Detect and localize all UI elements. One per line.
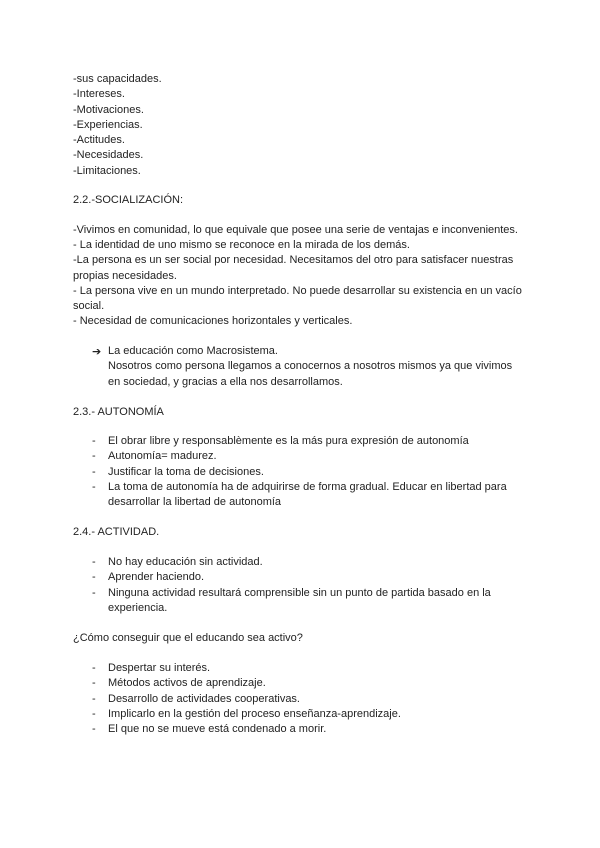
list-item: [92, 586, 532, 617]
list-item-text: desarrollar la libertad de autonomía: [108, 496, 282, 509]
paragraph-line: - La persona vive en un mundo interpretado. No puede desarrollar su existencia en un vacío: [73, 284, 522, 297]
intro-list-item: -Limitaciones.: [73, 164, 141, 177]
paragraph-line: -La persona es un ser social por necesidad. Necesitamos del otro para satisfacer nuestras: [73, 254, 514, 267]
arrow-bullet-line: en sociedad, y gracias a ella nos desarrollamos.: [108, 375, 343, 388]
list-item-text: Justificar la toma de decisiones.: [108, 465, 264, 478]
autonomia-list: [92, 434, 532, 510]
dash-bullet: -: [92, 571, 96, 584]
section-heading-socializacion: 2.2.-SOCIALIZACIÓN:: [73, 194, 184, 206]
dash-bullet: -: [92, 556, 96, 568]
list-item-text: La toma de autonomía ha de adquirirse de forma gradual. Educar en libertad para: [108, 480, 507, 493]
section-heading-autonomia: 2.3.- AUTONOMÍA: [73, 406, 164, 418]
list-item-text: Implicarlo en la gestión del proceso enseñanza-aprendizaje.: [108, 707, 401, 720]
intro-list-item: -Intereses.: [73, 88, 125, 101]
dash-bullet: -: [92, 692, 96, 705]
dash-bullet: -: [92, 723, 96, 736]
intro-list-item: -Motivaciones.: [73, 103, 144, 116]
list-item: [92, 480, 532, 511]
intro-list-item: -Experiencias.: [73, 118, 143, 131]
intro-list-item: -Necesidades.: [73, 149, 144, 162]
list-item-text: El que no se mueve está condenado a morir.: [108, 723, 327, 736]
list-item-text: Ninguna actividad resultará comprensible sin un punto de partida basado en la: [108, 586, 491, 599]
list-item: [92, 434, 532, 449]
intro-list-item: -sus capacidades.: [73, 73, 162, 85]
list-item-text: Despertar su interés.: [108, 662, 211, 674]
question-list: [92, 661, 532, 737]
list-item-text: Desarrollo de actividades cooperativas.: [108, 692, 300, 705]
list-item: [92, 570, 532, 585]
list-item: [92, 465, 532, 480]
list-item: [92, 449, 532, 464]
paragraph-line: propias necesidades.: [73, 269, 177, 282]
list-item: [92, 676, 532, 691]
list-item-text: experiencia.: [108, 601, 168, 614]
list-item-text: Métodos activos de aprendizaje.: [108, 677, 266, 690]
dash-bullet: -: [92, 435, 96, 447]
dash-bullet: -: [92, 677, 96, 690]
dash-bullet: -: [92, 707, 96, 720]
arrow-bullet-line: Nosotros como persona llegamos a conocernos a nosotros mismos ya que vivimos: [108, 360, 513, 373]
arrow-right-icon: ➔: [92, 345, 102, 358]
list-item: [92, 661, 532, 676]
socializacion-paragraph: [73, 223, 533, 329]
list-item-text: Autonomía= madurez.: [108, 450, 217, 463]
arrow-bullet-block: [92, 344, 532, 390]
question-text: ¿Cómo conseguir que el educando sea activo?: [73, 632, 303, 644]
paragraph-line: - La identidad de uno mismo se reconoce en la mirada de los demás.: [73, 239, 410, 252]
arrow-bullet-title: La educación como Macrosistema.: [108, 345, 278, 357]
intro-list: [73, 72, 533, 179]
list-item-text: Aprender haciendo.: [108, 571, 205, 584]
actividad-list: [92, 555, 532, 616]
list-item: [92, 722, 532, 737]
paragraph-line: social.: [73, 299, 105, 312]
paragraph-line: - Necesidad de comunicaciones horizontales y verticales.: [73, 315, 353, 328]
list-item: [92, 707, 532, 722]
dash-bullet: -: [92, 465, 96, 478]
list-item-text: El obrar libre y responsablèmente es la más pura expresión de autonomía: [108, 435, 469, 447]
section-heading-actividad: 2.4.- ACTIVIDAD.: [73, 526, 160, 538]
dash-bullet: -: [92, 450, 96, 463]
dash-bullet: -: [92, 480, 96, 493]
paragraph-line: -Vivimos en comunidad, lo que equivale que posee una serie de ventajas e inconvenientes.: [73, 224, 518, 236]
list-item: [92, 692, 532, 707]
list-item: [92, 555, 532, 570]
intro-list-item: -Actitudes.: [73, 134, 125, 147]
list-item-text: No hay educación sin actividad.: [108, 556, 263, 568]
dash-bullet: -: [92, 662, 96, 674]
dash-bullet: -: [92, 586, 96, 599]
